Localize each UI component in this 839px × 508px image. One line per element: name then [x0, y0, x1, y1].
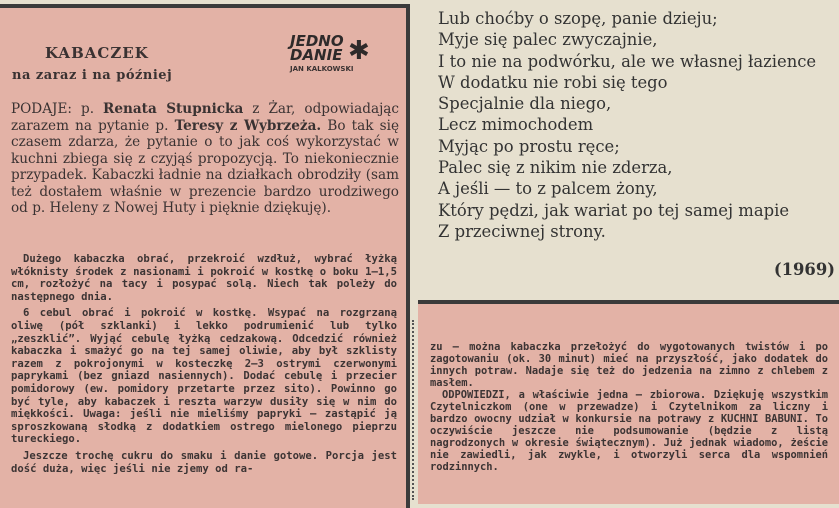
column-divider	[412, 320, 416, 500]
recipe-body	[11, 253, 397, 479]
poem-line: Myje się palec zwyczajnie,	[438, 30, 658, 50]
poem-line: Palec się z nikim nie zderza,	[438, 158, 673, 178]
poem	[438, 8, 816, 242]
article-intro	[11, 101, 399, 217]
article-title: KABACZEK	[45, 44, 149, 62]
poem-line: Lub choćby o szopę, panie dzieju;	[438, 9, 718, 28]
column-logo	[290, 34, 385, 82]
asker-name: Teresy z Wybrzeża.	[174, 117, 322, 134]
recipe-paragraph: Jeszcze trochę cukru do smaku i danie gotowe. Porcja jest dość duża, więc jeśli nie zjemy od ra-	[11, 449, 397, 475]
poem-line: A jeśli — to z palcem żony,	[438, 179, 658, 199]
continuation-paragraph: zu — można kabaczka przełożyć do wygotowanych twistów i po zagotowaniu (ok. 30 minut) mieć na przyszłość, jako dodatek do innych potraw. Nadaje się też do jedzenia na zimno z chlebem z masłem.	[430, 341, 828, 389]
poem-line: Który pędzi, jak wariat po tej samej mapie	[438, 200, 790, 220]
logo-line-2: DANIE	[290, 46, 343, 64]
article-subtitle: na zaraz i na później	[12, 68, 173, 83]
closing-paragraph: ODPOWIEDZI, a właściwie jedna — zbiorowa. Dziękuję wszystkim Czytelniczkom (one w przewadze) i Czytelnikom za liczny i bardzo owocny udział w konkursie na potrawy z KUCHNI BABUNI. To oczywiście jeszcze nie podsumowanie (będzie z listą nagrodzonych w okresie świątecznym). Już jednak wiadomo, żeście nie zawiedli, jak zwykle, i otworzyli serca dla wspomnień rodzinnych.	[430, 389, 828, 473]
chef-emblem-icon: ✱	[348, 36, 370, 66]
poem-line: Z przeciwnej strony.	[438, 221, 606, 241]
intro-lead: PODAJE: p.	[11, 101, 104, 117]
recipe-paragraph: 6 cebul obrać i pokroić w kostkę. Wsypać na rozgrzaną oliwę (pół szklanki) i lekko podrumienić lub tylko „zeszklić”. Wyjąć cebulę łyżką cedzakową. Odcedzić również kabaczka i smażyć go na tej samej oliwie, aby był szklisty razem z pokrojonymi w kosteczkę 2—3 ostrymi czerwonymi paprykami (bez gniazd nasiennych). Dodać cebulę i przecier pomidorowy (ew. pomidory przetarte przez sito). Powinno go być tyle, aby kabaczek i reszta warzyw dusiły się w nim do miękkości. Uwaga: jeśli nie mieliśmy papryki — zastąpić ją sproszkowaną słodką z dodatkiem ostrego mielonego pieprzu tureckiego.	[11, 307, 397, 446]
poem-line: Specjalnie dla niego,	[438, 94, 612, 114]
logo-line-1: JEDNO	[290, 32, 344, 50]
recipe-article	[0, 4, 410, 508]
poem-year: (1969)	[773, 260, 835, 279]
poem-line: Lecz mimochodem	[438, 115, 594, 135]
intro-mid: z Żar, odpowiadając zarazem na pytanie p.	[11, 101, 399, 134]
poem-line: I to nie na podwórku, ale we własnej łazience	[438, 51, 817, 71]
recipe-paragraph: Dużego kabaczka obrać, przekroić wzdłuż, wybrać łyżką włóknisty środek z nasionami i pokroić w kostkę o boku 1—1,5 cm, rozłożyć na tacy i posypać solą. Niech tak poleży do następnego dnia.	[11, 253, 397, 303]
continuation-text	[430, 341, 828, 473]
recipe-continuation-box	[418, 300, 839, 504]
poem-line: W dodatku nie robi się tego	[438, 72, 668, 92]
logo-author: JAN KALKOWSKI	[290, 65, 354, 73]
poem-line: Myjąc po prostu ręce;	[438, 136, 620, 156]
intro-rest: Bo tak się czasem zdarza, że pytanie o to jak coś wykorzystać w kuchni zbiega się z czyjąś propozycją. To niekoniecznie przypadek. Kabaczki ładnie na działkach obrodziły (sam też dostałem właśnie w prezencie bardzo urodziwego od p. Heleny z Nowej Huty i pięknie dziękuję).	[11, 117, 399, 216]
author-name: Renata Stupnicka	[103, 101, 244, 117]
